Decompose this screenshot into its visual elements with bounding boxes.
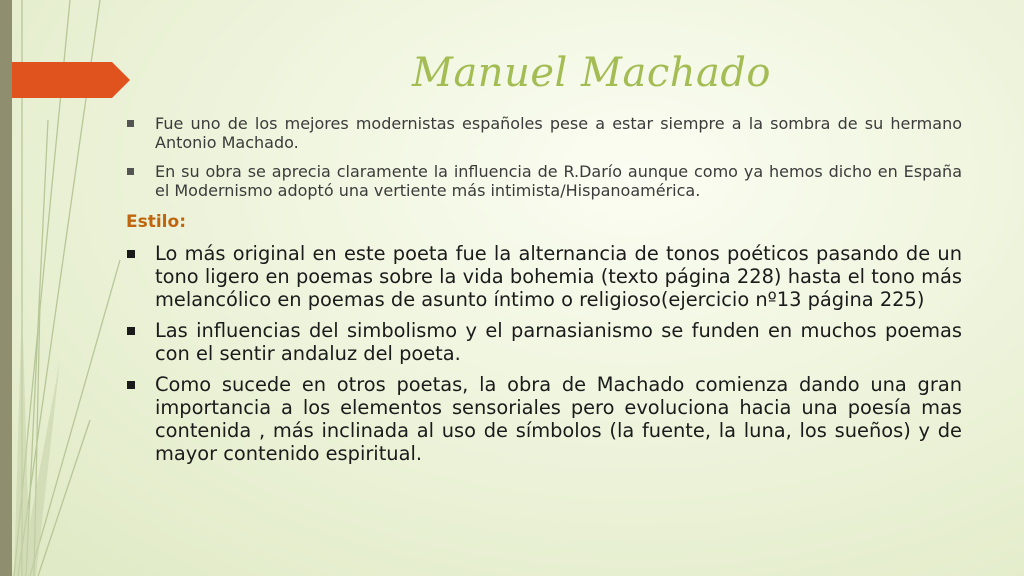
list-item <box>126 114 962 152</box>
bullet-text: Como sucede en otros poetas, la obra de Machado comienza dando una gran importancia a los elementos sensoriales pero evoluciona hacia una poesía mas contenida , más inclinada al uso de símbolos (la fuente, la luna, los sueños) y de mayor contenido espiritual. <box>155 373 962 465</box>
bullet-text: En su obra se aprecia claramente la influencia de R.Darío aunque como ya hemos dicho en España el Modernismo adoptó una vertiente más intimista/Hispanoamérica. <box>155 162 962 200</box>
bullet-square-icon <box>127 250 135 258</box>
list-item <box>126 373 962 465</box>
list-item <box>126 162 962 200</box>
title-accent-tab <box>12 62 130 98</box>
bullet-text: Lo más original en este poeta fue la alternancia de tonos poéticos pasando de un tono ligero en poemas sobre la vida bohemia (texto página 228) hasta el tono más melancólico en poemas de asunto íntimo o religioso(ejercicio nº13 página 225) <box>155 242 962 311</box>
slide-title: Manuel Machado <box>412 50 772 96</box>
bullet-square-icon <box>127 327 135 335</box>
list-item <box>126 242 962 311</box>
bullet-square-icon <box>127 381 135 389</box>
bullet-text: Las influencias del simbolismo y el parnasianismo se funden en muchos poemas con el sentir andaluz del poeta. <box>155 319 962 365</box>
bullet-square-icon <box>127 168 134 175</box>
bullet-text: Fue uno de los mejores modernistas españoles pese a estar siempre a la sombra de su hermano Antonio Machado. <box>155 114 962 152</box>
intro-list <box>126 114 962 200</box>
list-item <box>126 319 962 365</box>
style-list <box>126 242 962 465</box>
bullet-square-icon <box>127 120 134 127</box>
slide-content <box>126 114 962 473</box>
section-subheading: Estilo: <box>126 212 186 232</box>
